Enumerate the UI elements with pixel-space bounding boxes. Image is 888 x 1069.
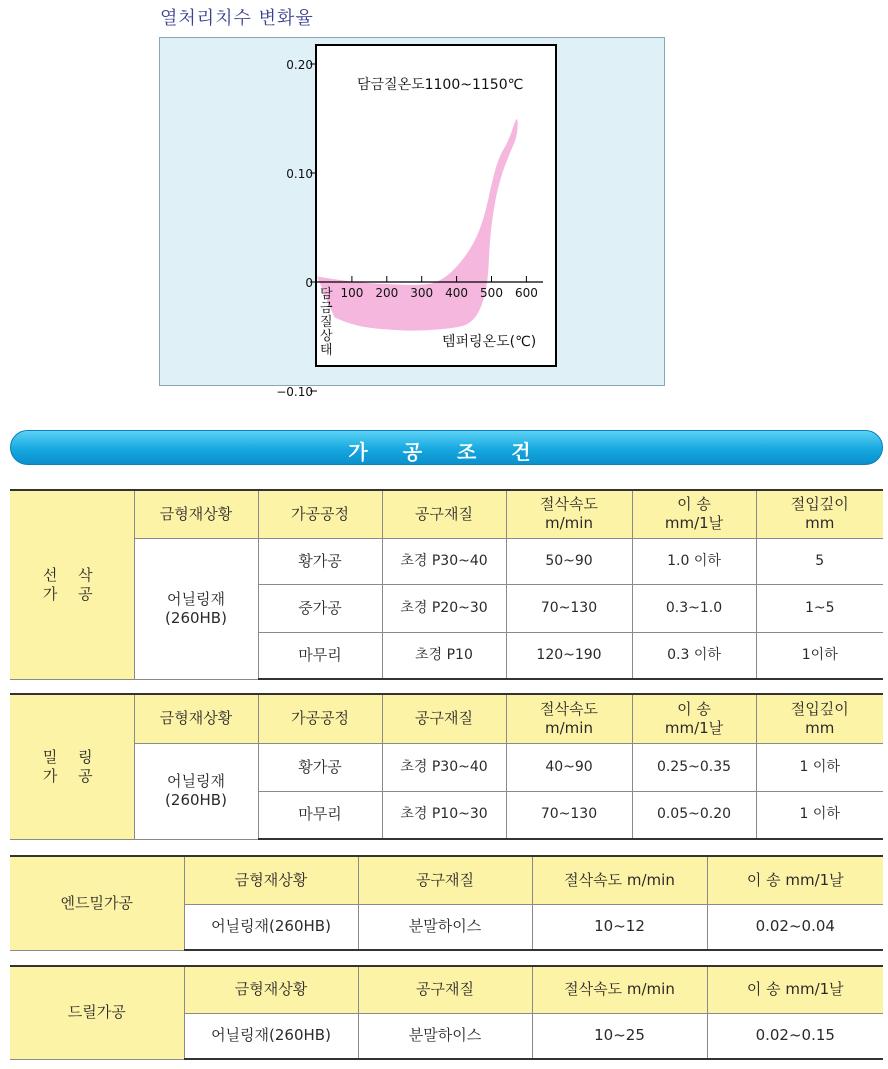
x-tick-label: 600 xyxy=(514,286,538,300)
tool-cell: 초경 P20~30 xyxy=(382,584,506,632)
quench-state-char: 질 xyxy=(320,315,333,330)
y-tick-label: −0.10 xyxy=(276,385,313,399)
header-feed: 이 송 mm/1날 xyxy=(632,490,756,538)
turning-table xyxy=(10,489,883,680)
speed-cell: 40~90 xyxy=(506,743,632,791)
header-material-state: 금형재상황 xyxy=(184,966,358,1013)
category-line: 선 삭 xyxy=(42,565,101,584)
header-depth: 절입깊이 mm xyxy=(756,694,883,743)
chart-annotation: 담금질온도1100~1150℃ xyxy=(357,77,524,93)
chart-panel xyxy=(159,37,665,399)
depth-cell: 1이하 xyxy=(756,632,883,679)
turning-category xyxy=(10,490,134,679)
category-line: 가 공 xyxy=(42,584,101,603)
depth-cell: 1 이하 xyxy=(756,791,883,839)
tool-cell: 초경 P30~40 xyxy=(382,538,506,584)
table-row xyxy=(10,743,883,791)
x-tick-label: 500 xyxy=(480,286,503,300)
quench-state-char: 상 xyxy=(320,329,333,344)
endmill-table xyxy=(10,855,883,951)
quench-state-label xyxy=(320,286,333,358)
process-cell: 중가공 xyxy=(258,584,382,632)
x-tick-label: 200 xyxy=(375,286,399,300)
material-cell: 어닐링재 (260HB) xyxy=(134,538,258,679)
feed-cell: 0.3 이하 xyxy=(632,632,756,679)
header-feed: 이 송 mm/1날 xyxy=(707,856,883,904)
speed-cell: 50~90 xyxy=(506,538,632,584)
header-tool: 공구재질 xyxy=(358,966,532,1013)
tool-cell: 분말하이스 xyxy=(358,1013,532,1059)
header-tool: 공구재질 xyxy=(358,856,532,904)
table-row xyxy=(10,538,883,584)
drill-category: 드릴가공 xyxy=(10,966,184,1059)
header-material-state: 금형재상황 xyxy=(184,856,358,904)
milling-category xyxy=(10,694,134,839)
header-feed: 이 송 mm/1날 xyxy=(632,694,756,743)
header-material-state: 금형재상황 xyxy=(134,694,258,743)
tempering-chart xyxy=(160,38,666,399)
header-tool: 공구재질 xyxy=(382,694,506,743)
header-speed: 절삭속도 m/min xyxy=(532,856,707,904)
depth-cell: 1~5 xyxy=(756,584,883,632)
header-tool: 공구재질 xyxy=(382,490,506,538)
x-tick-label: 100 xyxy=(340,286,364,300)
feed-cell: 0.02~0.15 xyxy=(707,1013,883,1059)
header-process: 가공공정 xyxy=(258,694,382,743)
y-tick-label: 0.20 xyxy=(286,58,313,72)
quench-state-char: 태 xyxy=(320,343,333,358)
y-tick-label: 0 xyxy=(305,276,313,290)
x-tick-label: 400 xyxy=(445,286,469,300)
header-material-state: 금형재상황 xyxy=(134,490,258,538)
category-line: 밀 링 xyxy=(42,747,101,766)
chart-x-axis-label: 템퍼링온도(℃) xyxy=(442,334,537,350)
y-tick-label: 0.10 xyxy=(286,167,313,181)
category-line: 가 공 xyxy=(42,766,101,785)
tool-cell: 초경 P30~40 xyxy=(382,743,506,791)
feed-cell: 0.3~1.0 xyxy=(632,584,756,632)
banner-title: 가 공 조 건 xyxy=(348,440,545,464)
speed-cell: 70~130 xyxy=(506,584,632,632)
machining-conditions-banner xyxy=(10,430,883,465)
process-cell: 황가공 xyxy=(258,538,382,584)
header-process: 가공공정 xyxy=(258,490,382,538)
material-cell: 어닐링재(260HB) xyxy=(184,904,358,950)
header-speed: 절삭속도 m/min xyxy=(506,694,632,743)
chart-title: 열처리치수 변화율 xyxy=(160,8,314,29)
depth-cell: 5 xyxy=(756,538,883,584)
tool-cell: 초경 P10~30 xyxy=(382,791,506,839)
material-cell: 어닐링재(260HB) xyxy=(184,1013,358,1059)
process-cell: 황가공 xyxy=(258,743,382,791)
header-depth: 절입깊이 mm xyxy=(756,490,883,538)
process-cell: 마무리 xyxy=(258,791,382,839)
x-tick-label: 300 xyxy=(410,286,434,300)
speed-cell: 10~12 xyxy=(532,904,707,950)
speed-cell: 70~130 xyxy=(506,791,632,839)
depth-cell: 1 이하 xyxy=(756,743,883,791)
milling-table xyxy=(10,693,883,840)
header-speed: 절삭속도 m/min xyxy=(532,966,707,1013)
feed-cell: 0.05~0.20 xyxy=(632,791,756,839)
quench-state-char: 담 xyxy=(320,287,333,302)
speed-cell: 120~190 xyxy=(506,632,632,679)
feed-cell: 0.25~0.35 xyxy=(632,743,756,791)
header-speed: 절삭속도 m/min xyxy=(506,490,632,538)
header-feed: 이 송 mm/1날 xyxy=(707,966,883,1013)
tool-cell: 초경 P10 xyxy=(382,632,506,679)
endmill-category: 엔드밀가공 xyxy=(10,856,184,950)
tool-cell: 분말하이스 xyxy=(358,904,532,950)
quench-state-char: 금 xyxy=(320,301,333,316)
process-cell: 마무리 xyxy=(258,632,382,679)
drill-table xyxy=(10,965,883,1060)
speed-cell: 10~25 xyxy=(532,1013,707,1059)
feed-cell: 0.02~0.04 xyxy=(707,904,883,950)
material-cell: 어닐링재 (260HB) xyxy=(134,743,258,839)
feed-cell: 1.0 이하 xyxy=(632,538,756,584)
